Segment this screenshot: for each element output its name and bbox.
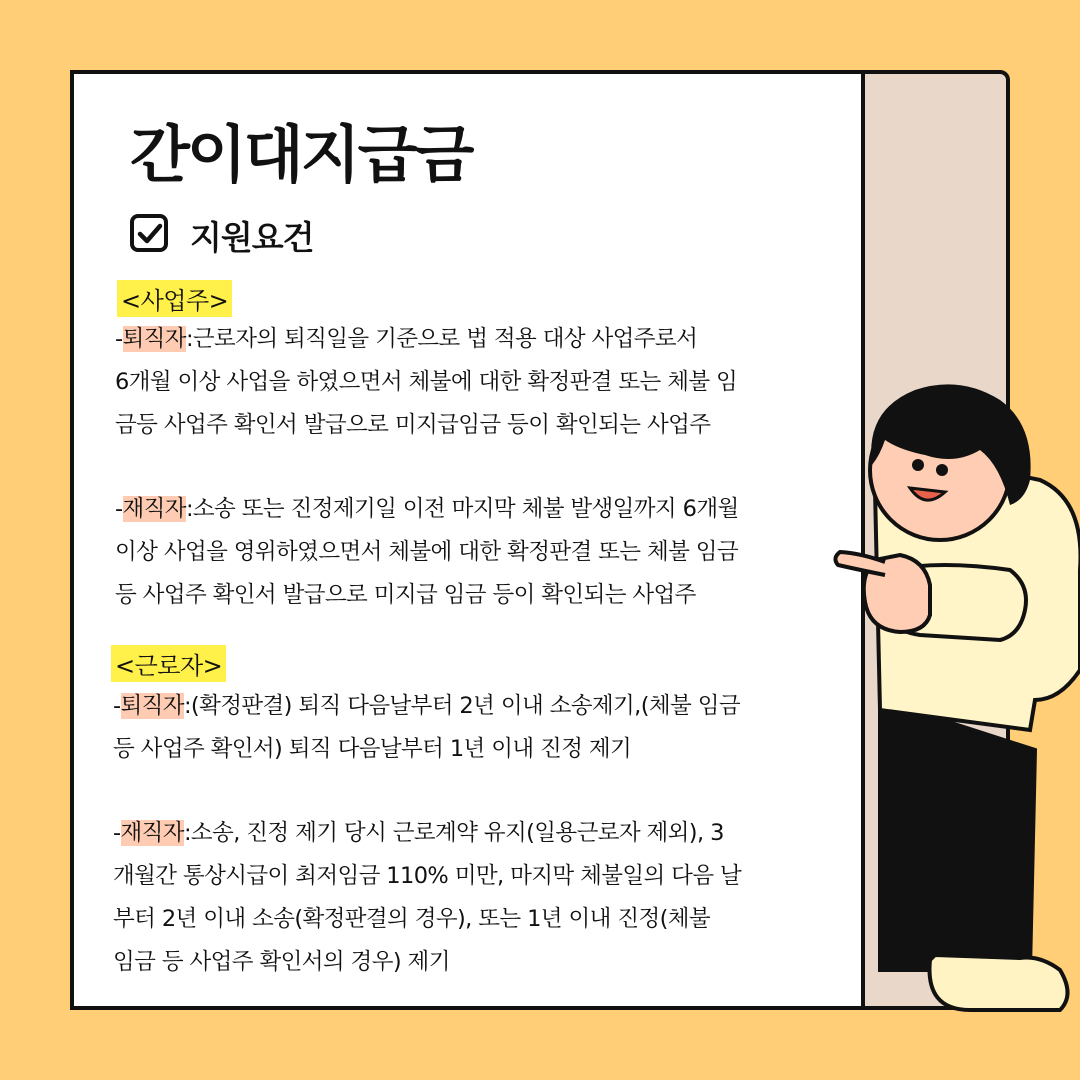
employer-section-tag: <사업주> xyxy=(117,280,232,317)
dash: - xyxy=(115,496,123,522)
dash: - xyxy=(113,693,121,719)
retired-label: 퇴직자 xyxy=(120,693,184,719)
checkbox-checked-icon xyxy=(130,214,168,252)
employer-retired-paragraph xyxy=(115,318,830,447)
pointing-character-illustration xyxy=(830,370,1080,1020)
employed-label: 재직자 xyxy=(120,820,184,846)
text-line: 금등 사업주 확인서 발급으로 미지급임금 등이 확인되는 사업주 xyxy=(115,412,711,438)
dash: - xyxy=(113,820,121,846)
text-line: 등 사업주 확인서 발급으로 미지급 임금 등이 확인되는 사업주 xyxy=(115,582,696,608)
text-line: :소송, 진정 제기 당시 근로계약 유지(일용근로자 제외), 3 xyxy=(183,820,724,846)
dash: - xyxy=(115,326,123,352)
worker-retired-paragraph xyxy=(113,685,828,771)
text-line: 등 사업주 확인서) 퇴직 다음날부터 1년 이내 진정 제기 xyxy=(113,736,632,762)
text-line: 부터 2년 이내 소송(확정판결의 경우), 또는 1년 이내 진정(체불 xyxy=(113,906,711,932)
text-line: 이상 사업을 영위하였으면서 체불에 대한 확정판결 또는 체불 임금 xyxy=(115,539,739,565)
worker-employed-paragraph xyxy=(113,812,828,984)
text-line: 임금 등 사업주 확인서의 경우) 제기 xyxy=(113,949,450,975)
requirements-label: 지원요건 xyxy=(190,218,314,257)
text-line: 개월간 통상시급이 최저임금 110% 미만, 마지막 체불일의 다음 날 xyxy=(113,863,742,889)
text-line: :소송 또는 진정제기일 이전 마지막 체불 발생일까지 6개월 xyxy=(185,496,739,522)
worker-section-tag: <근로자> xyxy=(111,645,226,682)
text-line: :근로자의 퇴직일을 기준으로 법 적용 대상 사업주로서 xyxy=(185,326,698,352)
text-line: 6개월 이상 사업을 하였으면서 체불에 대한 확정판결 또는 체불 임 xyxy=(115,369,738,395)
employed-label: 재직자 xyxy=(122,496,186,522)
page-title: 간이대지급금 xyxy=(130,118,472,191)
text-line: :(확정판결) 퇴직 다음날부터 2년 이내 소송제기,(체불 임금 xyxy=(183,693,741,719)
retired-label: 퇴직자 xyxy=(122,326,186,352)
employer-employed-paragraph xyxy=(115,488,830,617)
